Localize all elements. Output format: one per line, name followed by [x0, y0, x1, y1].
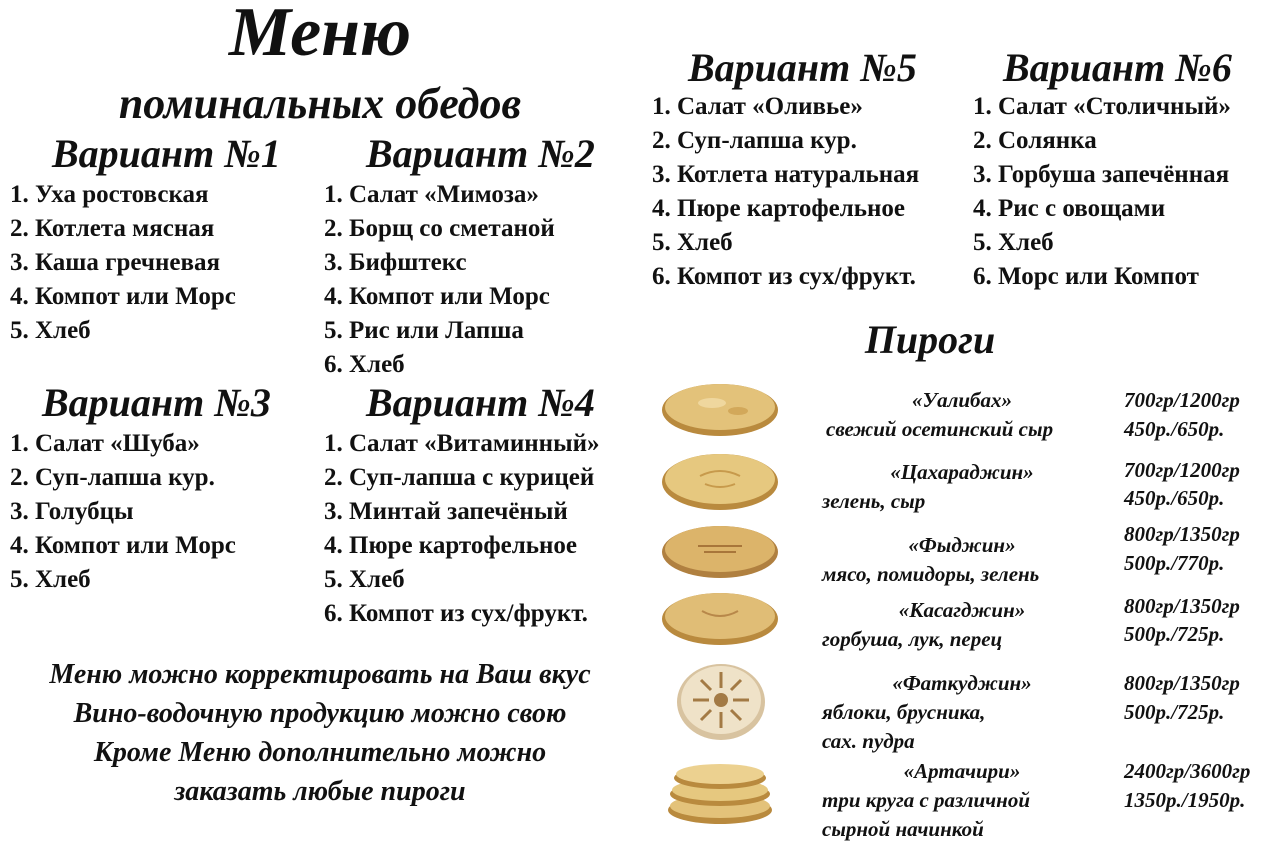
list-item: 4. Пюре картофельное — [324, 532, 577, 559]
variant-5 — [652, 46, 919, 294]
list-item: 4. Компот или Морс — [10, 532, 236, 559]
list-item: 3. Голубцы — [10, 498, 134, 525]
variant-1 — [10, 132, 281, 348]
pie-description: горбуша, лук, перец — [822, 627, 1003, 651]
list-item: 3. Котлета натуральная — [652, 161, 920, 188]
list-item: 6. Хлеб — [324, 351, 405, 378]
list-item: 4. Рис с овощами — [973, 195, 1166, 222]
list-item: 5. Хлеб — [324, 566, 405, 593]
pie-image — [660, 585, 780, 649]
pie-price: 500р./725р. — [1124, 700, 1225, 724]
list-item: 1. Салат «Оливье» — [652, 93, 863, 120]
note-line: заказать любые пироги — [174, 776, 466, 807]
variant-heading: Вариант №1 — [52, 131, 281, 176]
variant-item-list — [10, 427, 271, 597]
list-item: 2. Солянка — [973, 127, 1097, 154]
page-subtitle: поминальных обедов — [118, 79, 522, 128]
pie-price: 500р./770р. — [1124, 551, 1225, 575]
list-item: 1. Салат «Витаминный» — [324, 430, 600, 457]
pie-description: три круга с различной — [822, 788, 1031, 812]
variant-4 — [324, 381, 600, 631]
pie-description: мясо, помидоры, зелень — [822, 562, 1040, 586]
list-item: 5. Хлеб — [652, 229, 733, 256]
pie-name: «Фаткуджин» — [892, 671, 1032, 695]
variant-heading: Вариант №2 — [366, 131, 595, 176]
pie-description: сах. пудра — [822, 729, 915, 753]
list-item: 3. Каша гречневая — [10, 249, 221, 276]
pie-weight: 800гр/1350гр — [1124, 671, 1240, 695]
pie-image — [660, 376, 780, 440]
variant-item-list — [324, 427, 600, 631]
list-item: 4. Компот или Морс — [324, 283, 550, 310]
list-item: 3. Горбуша запечённая — [973, 161, 1230, 188]
list-item: 2. Суп-лапша с курицей — [324, 464, 595, 491]
note-line: Вино-водочную продукцию можно свою — [73, 698, 567, 729]
pie-weight: 2400гр/3600гр — [1124, 759, 1251, 783]
list-item: 2. Суп-лапша кур. — [652, 127, 857, 154]
pie-price: 1350р./1950р. — [1124, 788, 1246, 812]
page-title: Меню — [228, 0, 412, 71]
pie-description: сырной начинкой — [822, 817, 984, 841]
variant-item-list — [652, 90, 919, 294]
variant-heading: Вариант №6 — [1003, 45, 1232, 90]
list-item: 5. Хлеб — [973, 229, 1054, 256]
variant-heading: Вариант №5 — [688, 45, 917, 90]
list-item: 1. Уха ростовская — [10, 181, 209, 208]
list-item: 1. Салат «Шуба» — [10, 430, 200, 457]
menu-note — [0, 655, 640, 811]
pie-weight: 700гр/1200гр — [1124, 388, 1240, 412]
pie-name: «Артачири» — [903, 759, 1021, 783]
note-line: Меню можно корректировать на Ваш вкус — [49, 659, 591, 690]
list-item: 2. Котлета мясная — [10, 215, 215, 242]
pie-description: зелень, сыр — [822, 489, 926, 513]
note-line: Кроме Меню дополнительно можно — [93, 737, 547, 768]
pies-heading: Пироги — [864, 317, 996, 362]
variant-3 — [10, 381, 271, 597]
pie-description: свежий осетинский сыр — [826, 417, 1054, 441]
pie-image — [660, 754, 780, 830]
list-item: 2. Борщ со сметаной — [324, 215, 555, 242]
variant-heading: Вариант №4 — [366, 380, 595, 425]
pie-weight: 800гр/1350гр — [1124, 522, 1240, 546]
pie-description: яблоки, брусника, — [822, 700, 986, 724]
list-item: 5. Хлеб — [10, 566, 91, 593]
variant-6 — [973, 46, 1232, 294]
pie-name: «Касагджин» — [898, 598, 1026, 622]
list-item: 6. Морс или Компот — [973, 263, 1199, 290]
pie-image — [660, 446, 780, 514]
list-item: 1. Салат «Столичный» — [973, 93, 1231, 120]
list-item: 4. Пюре картофельное — [652, 195, 905, 222]
list-item: 3. Минтай запечёный — [324, 498, 568, 525]
variant-2 — [324, 132, 595, 382]
variant-heading: Вариант №3 — [42, 380, 271, 425]
pie-weight: 700гр/1200гр — [1124, 458, 1240, 482]
pie-name: «Фыджин» — [908, 533, 1016, 557]
variant-item-list — [973, 90, 1232, 294]
list-item: 5. Хлеб — [10, 317, 91, 344]
pie-name: «Цахараджин» — [890, 460, 1034, 484]
list-item: 5. Рис или Лапша — [324, 317, 524, 344]
variant-item-list — [324, 178, 595, 382]
pie-name: «Уалибах» — [911, 388, 1013, 412]
list-item: 6. Компот из сух/фрукт. — [652, 263, 916, 290]
list-item: 6. Компот из сух/фрукт. — [324, 600, 588, 627]
pie-price: 450р./650р. — [1124, 417, 1225, 441]
pie-image — [660, 518, 780, 582]
list-item: 3. Бифштекс — [324, 249, 467, 276]
list-item: 4. Компот или Морс — [10, 283, 236, 310]
pie-price: 450р./650р. — [1124, 486, 1225, 510]
variant-item-list — [10, 178, 281, 348]
pie-weight: 800гр/1350гр — [1124, 594, 1240, 618]
list-item: 2. Суп-лапша кур. — [10, 464, 215, 491]
pie-image — [673, 658, 769, 744]
list-item: 1. Салат «Мимоза» — [324, 181, 539, 208]
pie-price: 500р./725р. — [1124, 622, 1225, 646]
